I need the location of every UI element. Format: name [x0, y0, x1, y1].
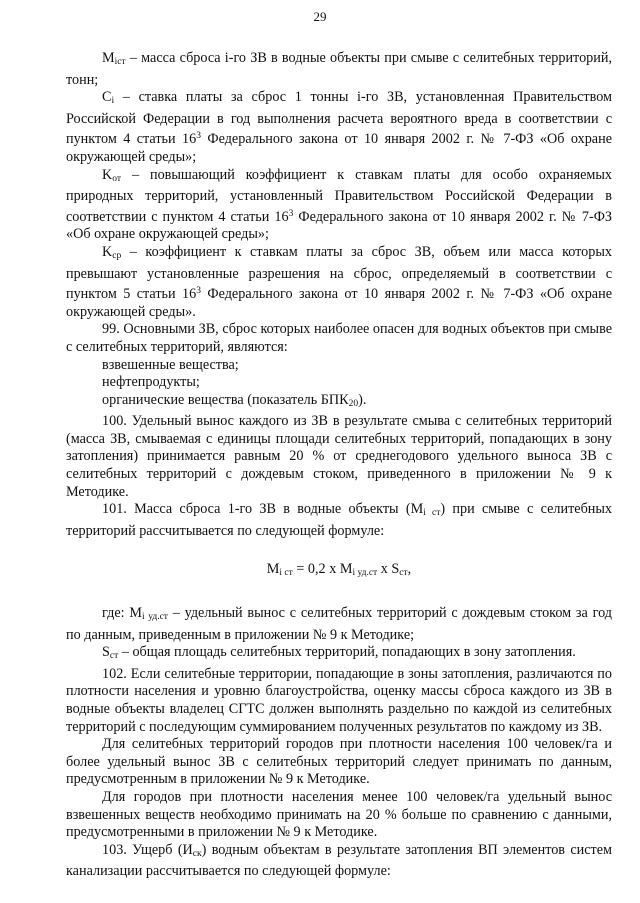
text-run: Для селитебных территорий городов при плотности населения 100 человек/га и более удельный вынос ЗВ с селитебных территорий следует принимать по данным, предусмотренным в приложении № 9 к Методике. [66, 736, 612, 788]
subscript: от [112, 173, 122, 184]
text-run: K [102, 243, 113, 260]
superscript: 3 [196, 286, 201, 297]
text-run: ) водным объектам в результате затопления ВП элементов систем канализации рассчитывается по следующей формуле: [66, 841, 612, 880]
text-run: Федерального закона от 10 января 2002 г. № 7-ФЗ «Об охране окружающей среды». [66, 286, 612, 320]
paragraph-p7 [66, 374, 612, 392]
text-run: – масса сброса i-го ЗВ в водные объекты при смыве с селитебных территорий, тонн; [66, 50, 612, 88]
paragraph-p13 [66, 644, 612, 666]
text-run: взвешенные вещества; [102, 356, 239, 373]
text-run: M [266, 561, 280, 578]
paragraph-p14 [66, 666, 612, 736]
text-run: где: M [102, 605, 142, 622]
subscript: ср [112, 250, 122, 261]
paragraph-p8 [66, 392, 612, 414]
text-run: органические вещества (показатель БПК [102, 391, 349, 408]
paragraph-p2 [66, 89, 612, 166]
text-run: – общая площадь селитебных территорий, попадающих в зону затопления. [118, 644, 576, 661]
text-run: K [102, 166, 113, 183]
paragraph-p6 [66, 357, 612, 375]
text-run: ) при смыве с селитебных территорий рассчитывается по следующей формуле: [66, 501, 613, 539]
text-run: 99. Основными ЗВ, сброс которых наиболее опасен для водных объектов при смыве с селитебных территорий, являются: [66, 321, 612, 355]
text-run: = 0,2 x M [292, 561, 353, 578]
text-run: C [102, 89, 112, 106]
paragraph-p4 [66, 244, 612, 321]
text-run: ). [358, 391, 367, 408]
subscript: i уд.ст [352, 568, 378, 579]
subscript: i ст [279, 568, 293, 579]
text-run: 103. Ущерб (И [102, 841, 193, 858]
text-run: – ставка платы за сброс 1 тонны i-го ЗВ, установленная Правительством Российской Федерации в год выполнения расчета вероятного вреда в соответствии с пунктом 4 статьи 16 [66, 89, 612, 148]
text-run: – удельный вынос с селитебных территорий с дождевым стоком за год по данным, приведенным в приложении № 9 к Методике; [66, 605, 612, 643]
text-run: , [407, 561, 412, 578]
paragraph-p9 [66, 413, 612, 501]
page-number: 29 [313, 9, 327, 24]
paragraph-p17 [66, 842, 612, 881]
text-run: – коэффициент к ставкам платы за сброс ЗВ, объем или масса которых превышают установленные разрешения на сброс, определяемый в соответствии с пунктом 5 статьи 16 [66, 243, 612, 303]
paragraph-p10 [66, 501, 612, 540]
superscript: 3 [288, 208, 294, 219]
formula [66, 561, 612, 583]
paragraph-p15 [66, 736, 612, 789]
text-run: нефтепродукты; [102, 374, 200, 391]
subscript: i ст [423, 508, 441, 519]
text-run: – повышающий коэффициент к ставкам платы для особо охраняемых природных территорий, установленный Правительством Российской Федерации в соответствии с пунктом 4 статьи 16 [66, 166, 612, 225]
subscript: iст [114, 57, 126, 67]
paragraph-p5 [66, 321, 612, 356]
subscript: i [111, 96, 115, 107]
paragraph-p3 [66, 167, 612, 244]
subscript: ст [399, 568, 408, 579]
text-run: S [102, 644, 110, 661]
document-body [66, 50, 612, 881]
subscript: ст [109, 651, 119, 662]
text-run: 100. Удельный вынос каждого из ЗВ в результате смыва с селитебных территорий (масса ЗВ, смываемая с единицы площади селитебных территорий, попадающих в зону затопления) принимается равным 20 % от среднегодового удельного выноса ЗВ с селитебных территорий с дождевым стоком, приведенного в приложении № 9 к Методике. [66, 413, 612, 500]
paragraph-p1 [66, 50, 612, 89]
paragraph-p16 [66, 789, 612, 842]
paragraph-p12 [66, 605, 612, 644]
text-run: 101. Масса сброса 1-го ЗВ в водные объекты (M [102, 501, 424, 518]
subscript: i уд.ст [141, 612, 168, 623]
text-run: 102. Если селитебные территории, попадающие в зоны затопления, различаются по плотности населения и уровню благоустройства, оценку массы сброса каждого из ЗВ в водные объекты владелец СГТС должен выполнять раздельно по каждой из селитебных территорий с последующим суммированием полученных результатов по каждому из ЗВ. [66, 665, 612, 735]
text-run: Федерального закона от 10 января 2002 г. № 7-ФЗ «Об охране окружающей среды»; [66, 208, 613, 243]
text-run: M [102, 50, 115, 66]
subscript: ск [192, 848, 202, 859]
text-run: Федерального закона от 10 января 2002 г. № 7-ФЗ «Об охране окружающей среды»; [66, 131, 612, 165]
text-run: x S [377, 561, 400, 578]
superscript: 3 [196, 131, 201, 142]
text-run: Для городов при плотности населения менее 100 человек/га удельный вынос взвешенных веществ необходимо принимать на 20 % больше по сравнению с данными, предусмотренными в приложении № 9 к Методике. [66, 788, 612, 841]
subscript: 20 [348, 398, 359, 409]
